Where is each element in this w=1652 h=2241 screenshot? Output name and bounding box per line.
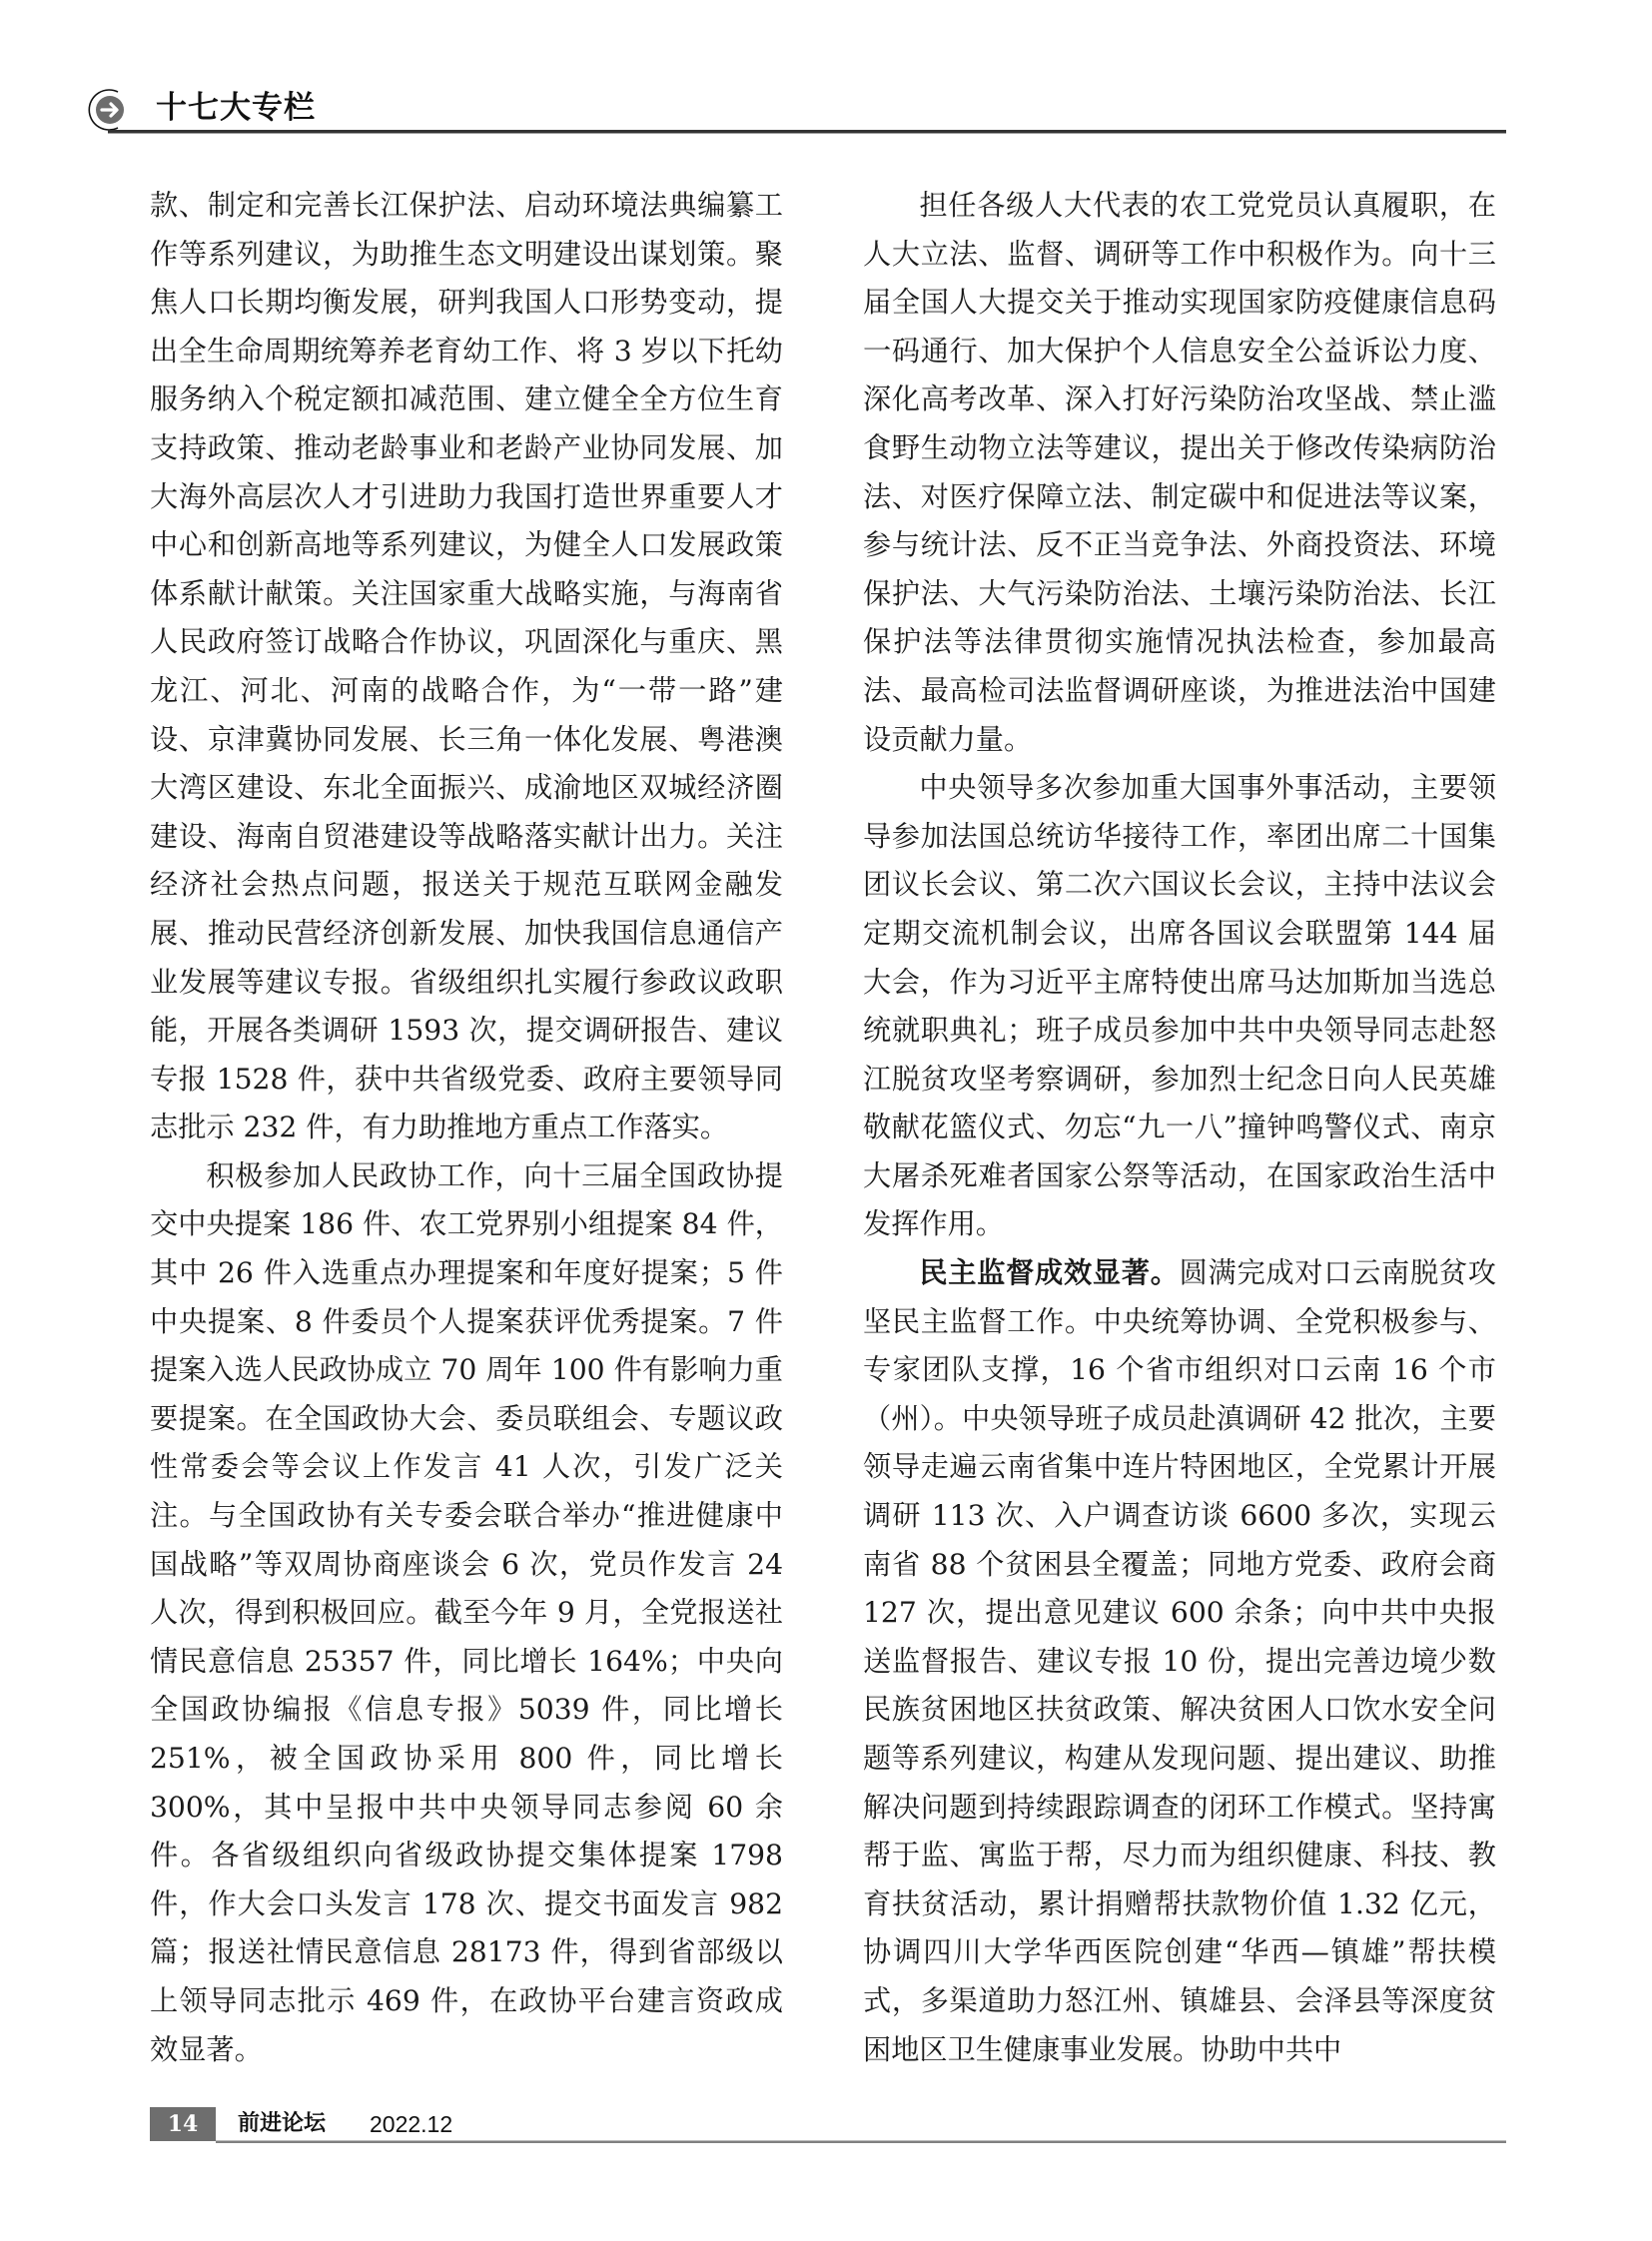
section-title: 十七大专栏: [156, 90, 316, 126]
paragraph: 担任各级人大代表的农工党党员认真履职，在人大立法、监督、调研等工作中积极作为。向十三届全国人大提交关于推动实现国家防疫健康信息码一码通行、加大保护个人信息安全公益诉讼力度、深化高考改革、深入打好污染防治攻坚战、禁止滥食野生动物立法等建议，提出关于修改传染病防治法、对医疗保障立法、制定碳中和促进法等议案，参与统计法、反不正当竞争法、外商投资法、环境保护法、大气污染防治法、土壤污染防治法、长江保护法等法律贯彻实施情况执法检查，参加最高法、最高检司法监督调研座谈，为推进法治中国建设贡献力量。: [863, 189, 1496, 756]
paragraph: 款、制定和完善长江保护法、启动环境法典编纂工作等系列建议，为助推生态文明建设出谋划策。聚焦人口长期均衡发展，研判我国人口形势变动，提出全生命周期统筹养老育幼工作、将 3 岁以下托幼服务纳入个税定额扣减范围、建立健全全方位生育支持政策、推动老龄事业和老龄产业协同发展、加大海外高层次人才引进助力我国打造世界重要人才中心和创新高地等系列建议，为健全人口发展政策体系献计献策。关注国家重大战略实施，与海南省人民政府签订战略合作协议，巩固深化与重庆、黑龙江、河北、河南的战略合作，为“一带一路”建设、京津冀协同发展、长三角一体化发展、粤港澳大湾区建设、东北全面振兴、成渝地区双城经济圈建设、海南自贸港建设等战略落实献计出力。关注经济社会热点问题，报送关于规范互联网金融发展、推动民营经济创新发展、加快我国信息通信产业发展等建议专报。省级组织扎实履行参政议政职能，开展各类调研 1593 次，提交调研报告、建议专报 1528 件，获中共省级党委、政府主要领导同志批示 232 件，有力助推地方重点工作落实。: [150, 189, 783, 1144]
page-footer: [150, 2107, 1506, 2147]
footer-divider: [216, 2140, 1506, 2143]
left-column: [150, 182, 783, 2074]
paragraph: 中央领导多次参加重大国事外事活动，主要领导参加法国总统访华接待工作，率团出席二十国集团议长会议、第二次六国议长会议，主持中法议会定期交流机制会议，出席各国议会联盟第 144 届大会，作为习近平主席特使出席马达加斯加当选总统就职典礼；班子成员参加中共中央领导同志赴怒江脱贫攻坚考察调研，参加烈士纪念日向人民英雄敬献花篮仪式、勿忘“九一八”撞钟鸣警仪式、南京大屠杀死难者国家公祭等活动，在国家政治生活中发挥作用。: [863, 771, 1496, 1241]
paragraph: 积极参加人民政协工作，向十三届全国政协提交中央提案 186 件、农工党界别小组提案 84 件，其中 26 件入选重点办理提案和年度好提案；5 件中央提案、8 件委员个人提案获评优秀提案。7 件提案入选人民政协成立 70 周年 100 件有影响力重要提案。在全国政协大会、委员联组会、专题议政性常委会等会议上作发言 41 人次，引发广泛关注。与全国政协有关专委会联合举办“推进健康中国战略”等双周协商座谈会 6 次，党员作发言 24 人次，得到积极回应。截至今年 9 月，全党报送社情民意信息 25357 件，同比增长 164%；中央向全国政协编报《信息专报》5039 件，同比增长 251%，被全国政协采用 800 件，同比增长 300%，其中呈报中共中央领导同志参阅 60 余件。各省级组织向省级政协提交集体提案 1798 件，作大会口头发言 178 次、提交书面发言 982 篇；报送社情民意信息 28173 件，得到省部级以上领导同志批示 469 件，在政协平台建言资政成效显著。: [150, 1158, 783, 2066]
issue-date: 2022.12: [370, 2111, 453, 2137]
paragraph-lead-heading: 民主监督成效显著。: [919, 1256, 1180, 1290]
header-divider: [108, 130, 1506, 134]
right-column: [863, 182, 1496, 2074]
section-header: [88, 86, 1506, 134]
page-number: 14: [150, 2107, 216, 2141]
paragraph: [863, 1249, 1496, 2074]
paragraph-body: 圆满完成对口云南脱贫攻坚民主监督工作。中央统筹协调、全党积极参与、专家团队支撑，16 个省市组织对口云南 16 个市（州）。中央领导班子成员赴滇调研 42 批次，主要领导走遍云南省集中连片特困地区，全党累计开展调研 113 次、入户调查访谈 6600 多次，实现云南省 88 个贫困县全覆盖；同地方党委、政府会商 127 次，提出意见建议 600 余条；向中共中央报送监督报告、建议专报 10 份，提出完善边境少数民族贫困地区扶贫政策、解决贫困人口饮水安全问题等系列建议，构建从发现问题、提出建议、助推解决问题到持续跟踪调查的闭环工作模式。坚持寓帮于监、寓监于帮，尽力而为组织健康、科技、教育扶贫活动，累计捐赠帮扶款物价值 1.32 亿元，协调四川大学华西医院创建“华西—镇雄”帮扶模式，多渠道助力怒江州、镇雄县、会泽县等深度贫困地区卫生健康事业发展。协助中共中: [863, 1256, 1496, 2066]
arrow-right-circle-icon: [88, 88, 132, 132]
magazine-name: 前进论坛: [238, 2111, 327, 2136]
